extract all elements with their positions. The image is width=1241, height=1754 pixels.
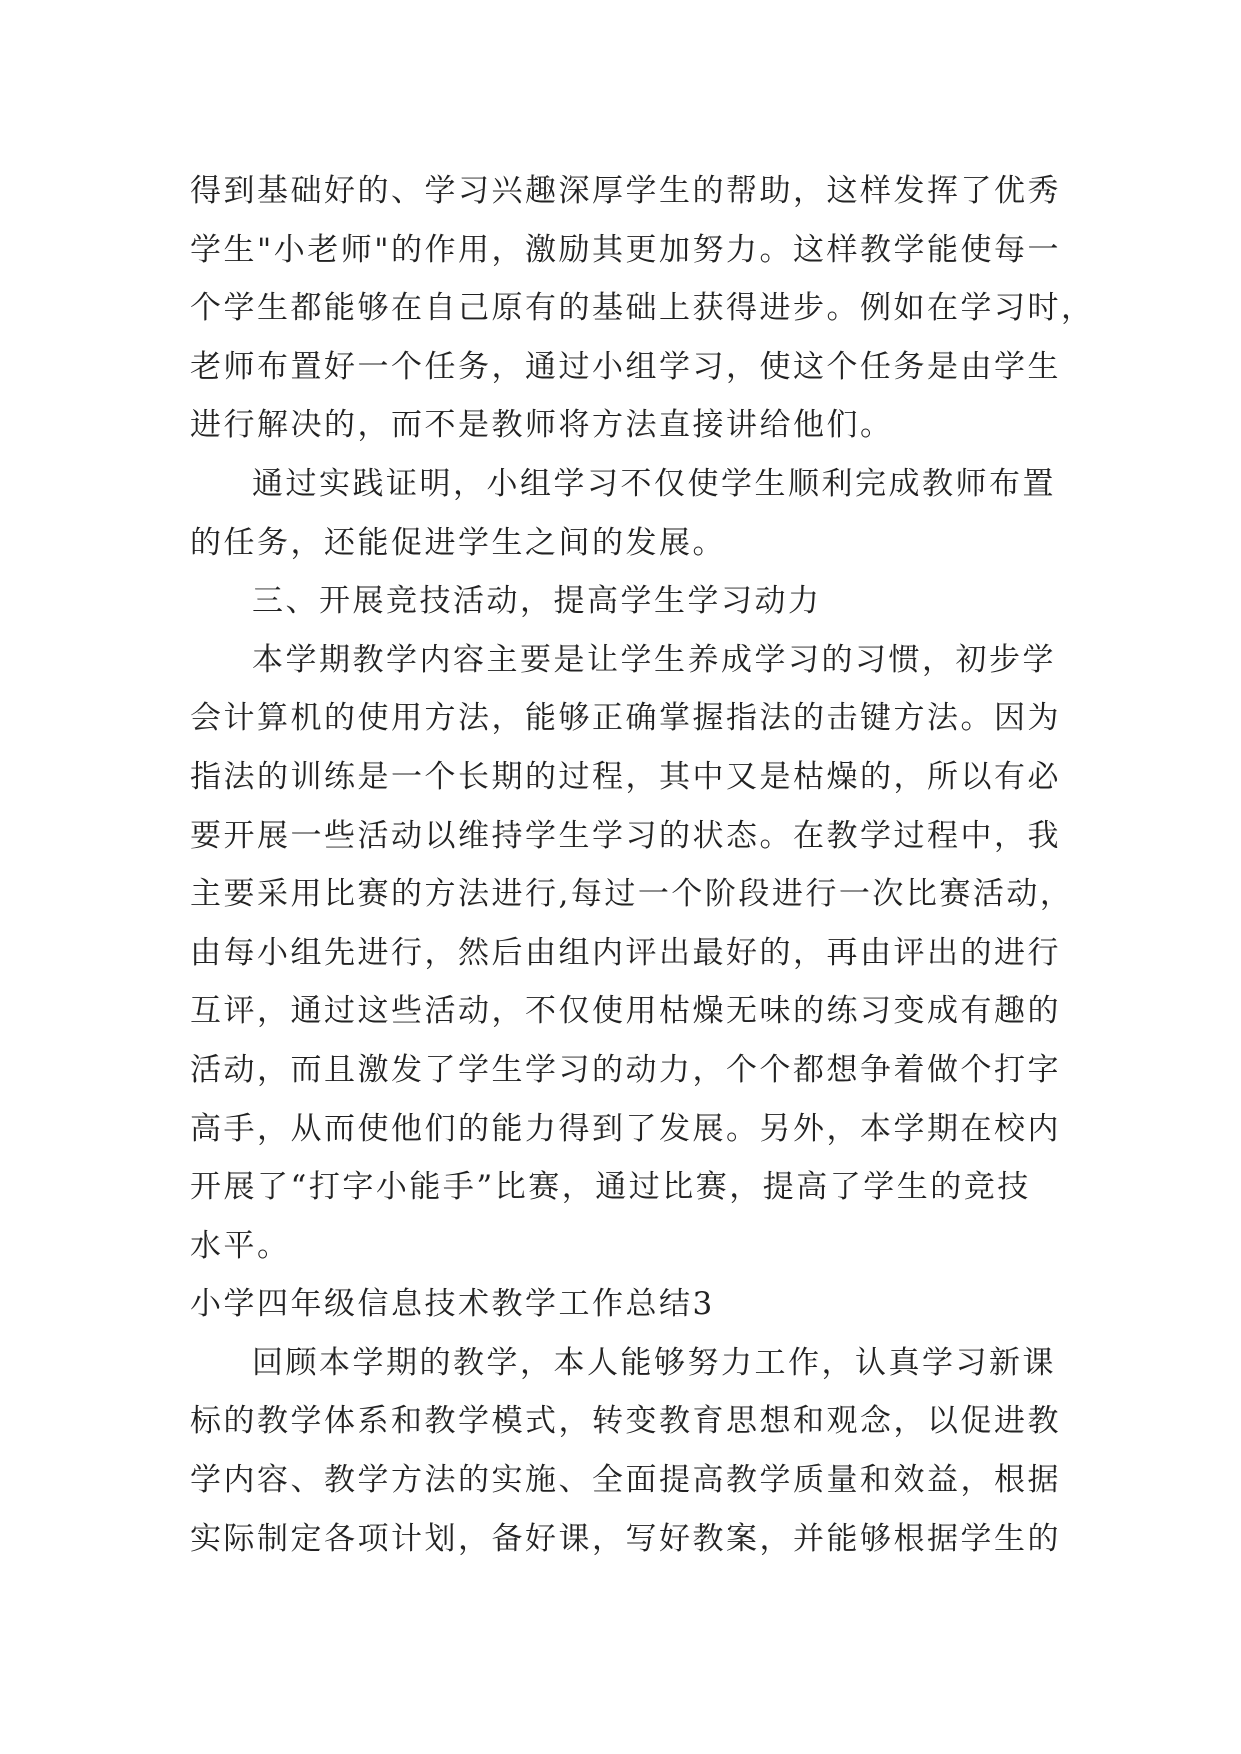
text-line: 进行解决的，而不是教师将方法直接讲给他们。: [190, 407, 894, 444]
text-line: 学内容、教学方法的实施、全面提高教学质量和效益，根据: [190, 1462, 1061, 1499]
text-line: 指法的训练是一个长期的过程，其中又是枯燥的，所以有必: [190, 758, 1061, 795]
text-line: 实际制定各项计划，备好课，写好教案，并能够根据学生的: [190, 1520, 1061, 1557]
paragraph-first-line: 回顾本学期的教学，本人能够努力工作，认真学习新课: [252, 1344, 1056, 1381]
text-line: 标的教学体系和教学模式，转变教育思想和观念，以促进教: [190, 1403, 1061, 1440]
text-line: 老师布置好一个任务，通过小组学习，使这个任务是由学生: [190, 348, 1061, 385]
text-line: 由每小组先进行，然后由组内评出最好的，再由评出的进行: [190, 934, 1061, 971]
section-heading: 三、开展竞技活动，提高学生学习动力: [252, 583, 822, 620]
text-line: 主要采用比赛的方法进行,每过一个阶段进行一次比赛活动，: [190, 876, 1074, 913]
text-line: 活动，而且激发了学生学习的动力，个个都想争着做个打字: [190, 1051, 1061, 1088]
text-line: 高手，从而使他们的能力得到了发展。另外，本学期在校内: [190, 1110, 1061, 1147]
text-line: 要开展一些活动以维持学生学习的状态。在教学过程中，我: [190, 817, 1061, 854]
text-line: 开展了“打字小能手”比赛，通过比赛，提高了学生的竞技: [190, 1169, 1031, 1206]
body-text: [190, 162, 1095, 1568]
text-line: 互评，通过这些活动，不仅使用枯燥无味的练习变成有趣的: [190, 993, 1061, 1030]
paragraph-first-line: 通过实践证明，小组学习不仅使学生顺利完成教师布置: [252, 465, 1056, 502]
document-title: 小学四年级信息技术教学工作总结3: [190, 1286, 715, 1323]
text-line: 会计算机的使用方法，能够正确掌握指法的击键方法。因为: [190, 700, 1061, 737]
text-line: 的任务，还能促进学生之间的发展。: [190, 524, 726, 561]
paragraph-first-line: 本学期教学内容主要是让学生养成学习的习惯，初步学: [252, 641, 1056, 678]
text-line: 水平。: [190, 1227, 291, 1264]
text-line: 得到基础好的、学习兴趣深厚学生的帮助，这样发挥了优秀: [190, 173, 1061, 209]
text-line: 个学生都能够在自己原有的基础上获得进步。例如在学习时，: [190, 290, 1095, 327]
text-line: 学生"小老师"的作用，激励其更加努力。这样教学能使每一: [190, 231, 1062, 268]
